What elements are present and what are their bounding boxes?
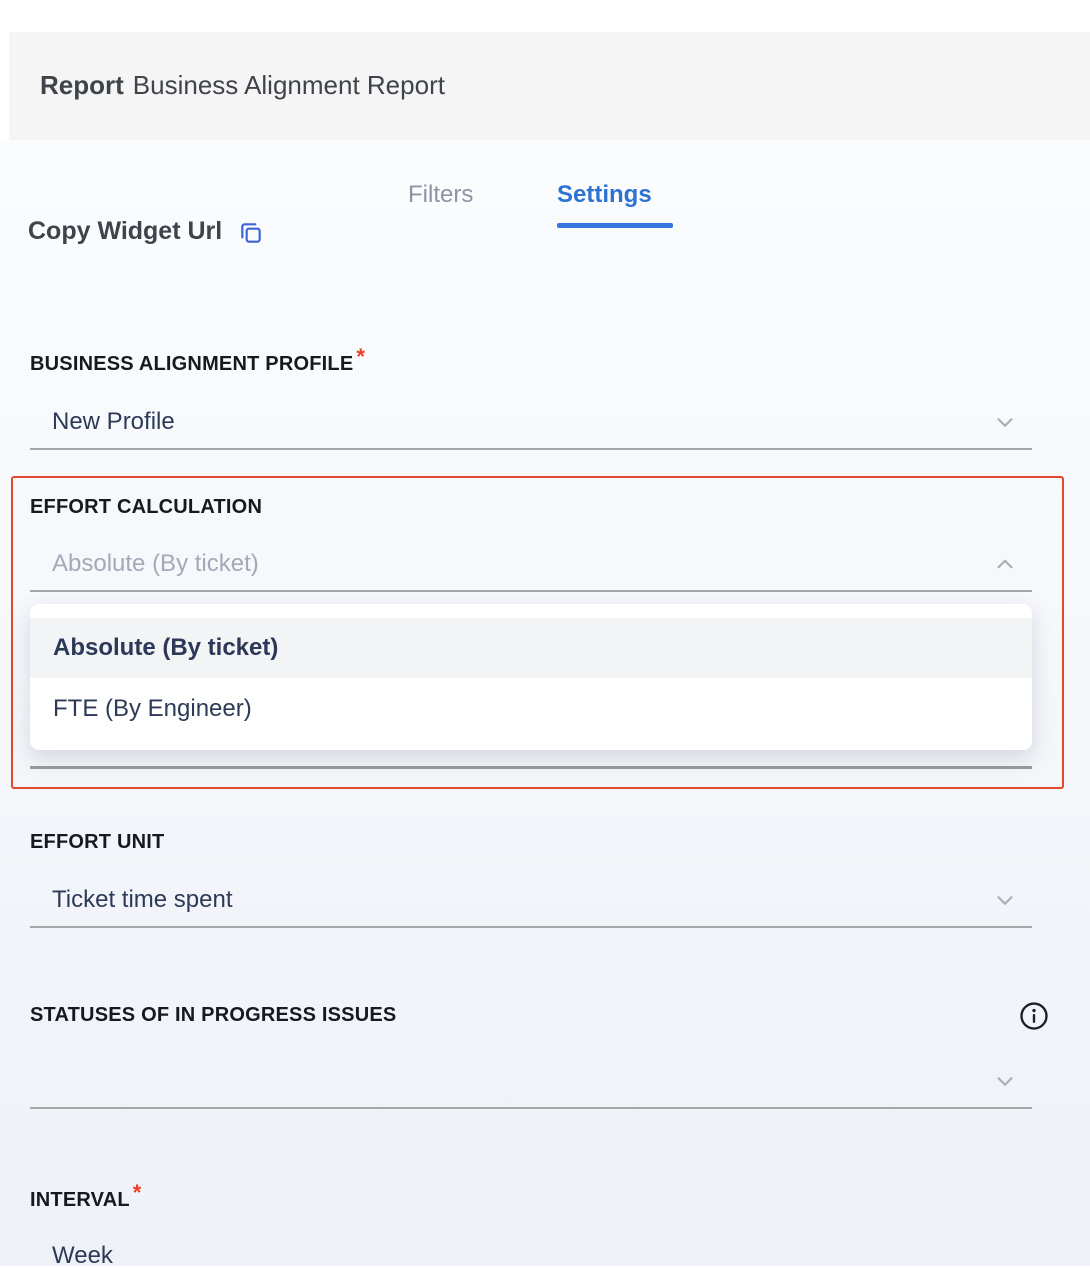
chevron-up-icon: [992, 551, 1018, 577]
report-title-name: Business Alignment Report: [132, 70, 445, 100]
interval-value: Week: [52, 1242, 113, 1269]
chevron-down-icon: [992, 1068, 1018, 1094]
business-alignment-profile-label-text: BUSINESS ALIGNMENT PROFILE: [30, 353, 354, 375]
copy-widget-url-label: Copy Widget Url: [28, 217, 223, 245]
business-alignment-profile-select[interactable]: [30, 396, 1032, 450]
interval-label-text: INTERVAL: [30, 1189, 130, 1211]
effort-calculation-dropdown-menu: [30, 604, 1032, 750]
field-label-effort-calculation: EFFORT CALCULATION: [30, 496, 263, 518]
active-tab-indicator: [557, 223, 673, 228]
field-label-interval: [30, 1180, 142, 1212]
dropdown-option-absolute-by-ticket[interactable]: Absolute (By ticket): [30, 618, 1032, 678]
field-label-business-alignment-profile: [30, 344, 366, 376]
copy-icon[interactable]: [238, 220, 264, 246]
tab-filters[interactable]: Filters: [408, 181, 474, 208]
interval-value-clipped: [52, 1242, 352, 1269]
dropdown-option-fte-by-engineer[interactable]: FTE (By Engineer): [53, 695, 252, 722]
tab-settings[interactable]: Settings: [557, 181, 652, 208]
chevron-down-icon: [992, 887, 1018, 913]
statuses-in-progress-select[interactable]: [30, 1055, 1032, 1109]
required-asterisk: *: [132, 1180, 142, 1205]
hidden-field-underline: [30, 766, 1032, 769]
field-label-effort-unit: EFFORT UNIT: [30, 831, 165, 853]
business-alignment-profile-value: New Profile: [52, 408, 175, 435]
effort-calculation-select[interactable]: [30, 538, 1032, 592]
report-title-prefix: Report: [40, 70, 124, 100]
effort-unit-select[interactable]: [30, 874, 1032, 928]
info-icon[interactable]: [1019, 1001, 1049, 1031]
required-asterisk: *: [356, 344, 366, 369]
field-label-statuses-in-progress: STATUSES OF IN PROGRESS ISSUES: [30, 1004, 397, 1026]
copy-widget-row-clipped: [28, 217, 358, 264]
chevron-down-icon: [992, 409, 1018, 435]
page-title: [40, 70, 445, 101]
effort-unit-value: Ticket time spent: [52, 886, 233, 913]
panel-header: [9, 32, 1090, 140]
copy-widget-url-button[interactable]: [28, 216, 358, 246]
effort-calculation-placeholder: Absolute (By ticket): [52, 550, 259, 577]
